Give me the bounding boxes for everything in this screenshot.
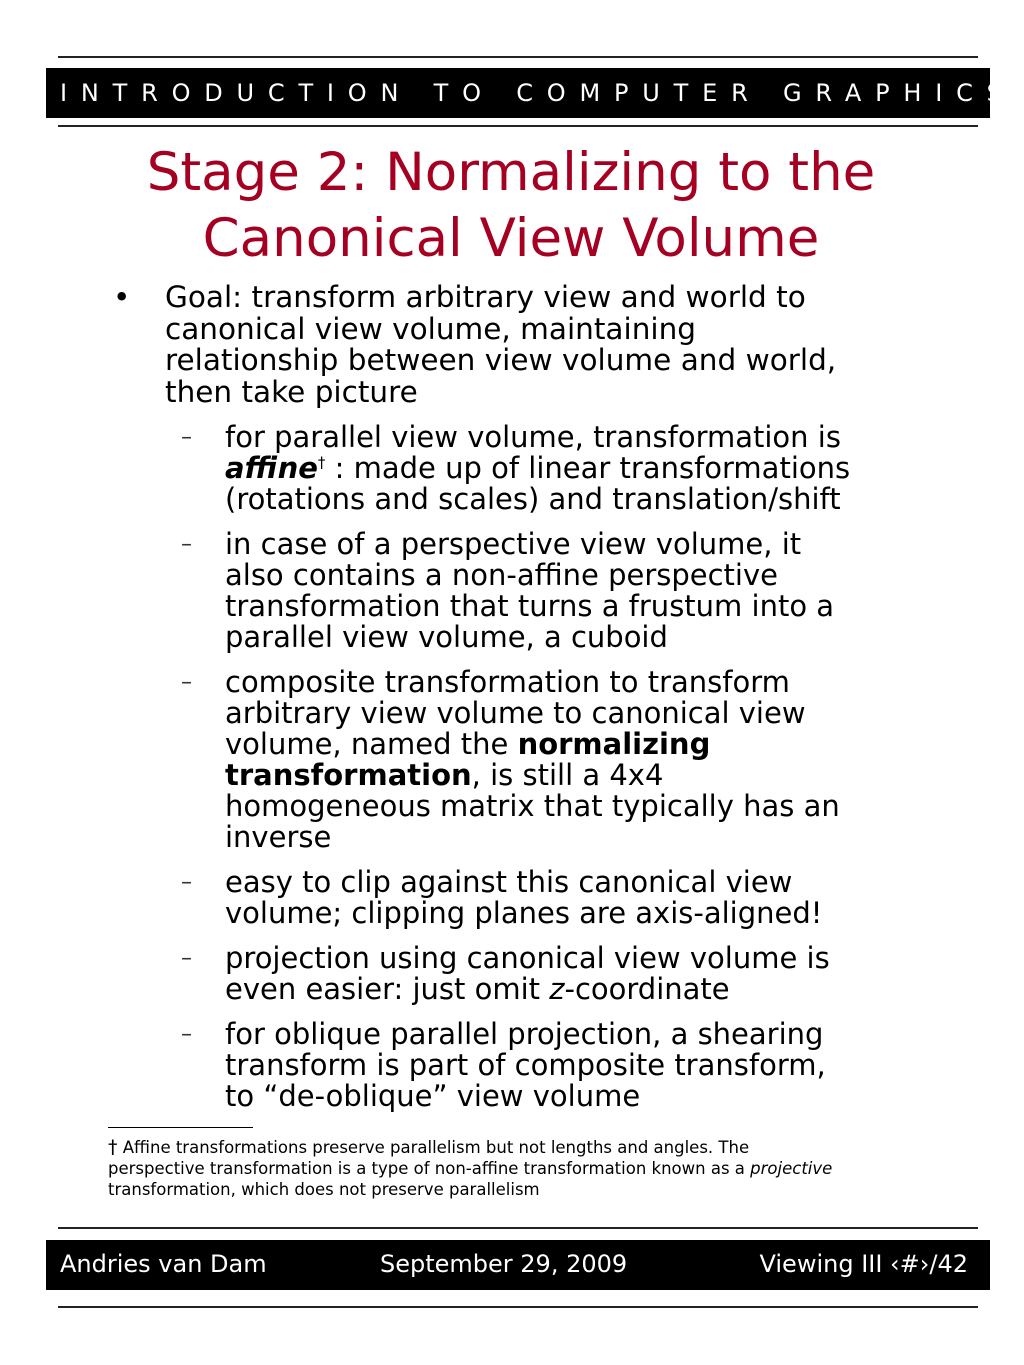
bullet-line: then take picture: [165, 374, 418, 409]
bullet-marker: •: [113, 280, 131, 314]
sub-line: inverse: [225, 820, 332, 854]
footnote-text: Affine transformations preserve parallelism but not lengths and angles. The: [117, 1138, 750, 1157]
course-title: INTRODUCTION TO COMPUTER GRAPHICS: [60, 79, 1016, 107]
sub-line-text: : made up of linear transformations: [325, 451, 851, 485]
header-bar: [46, 68, 1016, 118]
z-term: z: [549, 972, 565, 1006]
slide-title-line-1: Stage 2: Normalizing to the: [146, 142, 876, 203]
footnote: [108, 1137, 988, 1200]
sub-line: [225, 453, 970, 484]
dash-marker: –: [181, 870, 192, 895]
header-top-rule: [58, 56, 978, 58]
sub-line: arbitrary view volume to canonical view: [225, 696, 806, 730]
slide-title: [46, 140, 976, 272]
sub-line: also contains a non-affine perspective: [225, 558, 778, 592]
sub-line: for parallel view volume, transformation is: [225, 420, 841, 454]
projective-term: projective: [750, 1159, 833, 1178]
sub-line: [225, 729, 970, 760]
sub-line: composite transformation to transform: [225, 665, 790, 699]
bullet-line: canonical view volume, maintaining: [165, 311, 697, 346]
normalizing-term: normalizing: [517, 727, 711, 761]
sub-line: transformation that turns a frustum into a: [225, 589, 835, 623]
bullet-line: relationship between view volume and world,: [165, 343, 837, 377]
footer-author: Andries van Dam: [60, 1250, 267, 1278]
bullet-goal: [113, 280, 965, 409]
sub-item-perspective: [181, 527, 970, 654]
footnote-rule: [108, 1127, 253, 1128]
sub-item-clipping: [181, 865, 970, 930]
bullet-line: Goal: transform arbitrary view and world to: [165, 280, 806, 314]
sub-line: transform is part of composite transform,: [225, 1048, 826, 1082]
affine-term: affine: [225, 451, 318, 485]
footnote-line: [108, 1137, 988, 1158]
footer-page-number: Viewing III ‹#›/42: [759, 1250, 968, 1278]
transformation-term: transformation: [225, 758, 472, 792]
slide-title-line-2: Canonical View Volume: [202, 208, 820, 269]
sub-line: in case of a perspective view volume, it: [225, 527, 802, 561]
footer-bottom-rule: [58, 1306, 978, 1308]
footer-bar: [46, 1240, 990, 1290]
sub-line: projection using canonical view volume is: [225, 941, 830, 975]
dash-marker: –: [181, 670, 192, 695]
sub-line: [225, 760, 970, 791]
sub-line: parallel view volume, a cuboid: [225, 620, 668, 654]
dash-marker: –: [181, 425, 192, 450]
footnote-text: perspective transformation is a type of non-affine transformation known as a: [108, 1159, 751, 1178]
footnote-line: transformation, which does not preserve parallelism: [108, 1180, 540, 1199]
sub-line: (rotations and scales) and translation/shift: [225, 482, 841, 516]
sub-line-text: , is still a 4x4: [471, 758, 664, 792]
sub-line-text: -coordinate: [564, 972, 730, 1006]
dash-marker: –: [181, 946, 192, 971]
sub-item-oblique: [181, 1017, 970, 1113]
dash-marker: –: [181, 532, 192, 557]
footer-top-rule: [58, 1227, 978, 1229]
sub-line-text: even easier: just omit: [225, 972, 550, 1006]
sub-line: easy to clip against this canonical view: [225, 865, 793, 899]
dash-marker: –: [181, 1022, 192, 1047]
footer-date: September 29, 2009: [380, 1250, 628, 1278]
footnote-dagger: †: [108, 1136, 118, 1158]
sub-line: homogeneous matrix that typically has an: [225, 789, 840, 823]
dagger-mark: †: [317, 453, 326, 472]
header-bottom-rule: [58, 125, 978, 127]
sub-line: for oblique parallel projection, a shearing: [225, 1017, 824, 1051]
sub-line-text: volume, named the: [225, 727, 518, 761]
sub-item-projection: [181, 941, 970, 1006]
sub-line: to “de-oblique” view volume: [225, 1079, 641, 1113]
sub-item-composite: [181, 665, 970, 854]
sub-line: volume; clipping planes are axis-aligned!: [225, 896, 823, 930]
slide-body: [0, 282, 1024, 1112]
sub-item-parallel-affine: [181, 420, 970, 516]
footnote-line: [108, 1158, 988, 1179]
sub-line: [225, 974, 970, 1005]
